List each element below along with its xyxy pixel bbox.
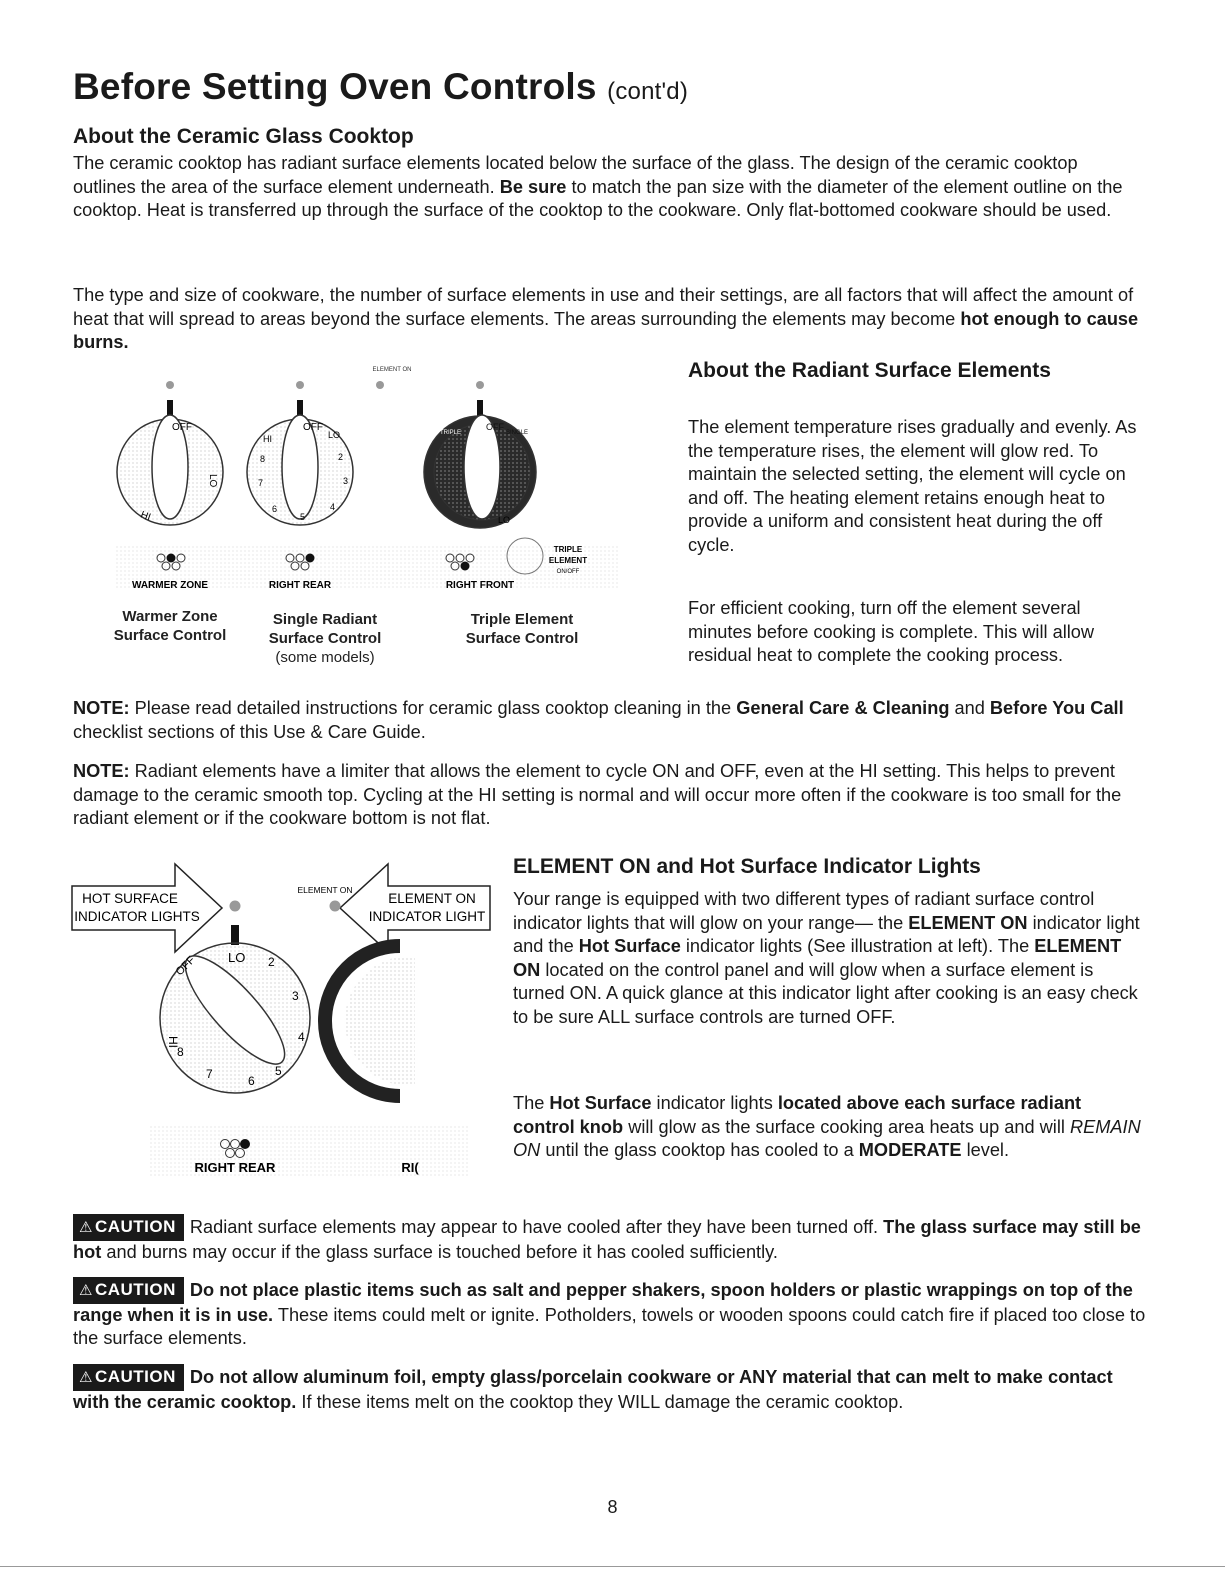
text-run: and burns may occur if the glass surface is touched before it has cooled sufficiently. (101, 1241, 778, 1262)
section-heading-indicators: ELEMENT ON and Hot Surface Indicator Lights (513, 855, 981, 878)
text-run: located on the control panel and will glow when a surface element is turned ON. A quick glance at this indicator light after cooking is an easy check to be sure ALL surface controls are turned OFF. (513, 959, 1138, 1027)
hot-surface-light-3 (476, 381, 484, 389)
svg-text:ELEMENT ON: ELEMENT ON (388, 891, 476, 906)
right-rear-knob-detail (160, 925, 310, 1093)
zone-label-partial: RI( (401, 1160, 419, 1175)
switch-label-1: TRIPLE (553, 545, 583, 554)
text-run: The (513, 1093, 550, 1113)
hot-surface-callout (72, 864, 222, 952)
svg-text:OFF: OFF (172, 422, 192, 433)
zone-label-right-rear: RIGHT REAR (268, 580, 332, 591)
text-run: Your range is equipped with two different types of radiant surface control indicator lights that will glow on your range— the (513, 889, 1095, 933)
note-limiter (73, 760, 1133, 831)
svg-text:2: 2 (268, 955, 275, 969)
svg-text:INDICATOR LIGHT: INDICATOR LIGHT (368, 909, 486, 924)
ceramic-paragraph-1 (73, 152, 1133, 223)
svg-text:LO: LO (328, 430, 341, 440)
single-radiant-knob (247, 400, 353, 525)
svg-text:OFF: OFF (173, 954, 198, 979)
text-run: Radiant elements have a limiter that allows the element to cycle ON and OFF, even at the HI setting. This helps to prevent damage to the ceramic smooth top. Cycling at the HI setting is normal and will occur more often if the cookware is too small for the radiant element or if the cookware bottom is not flat. (73, 761, 1122, 828)
partial-knob (325, 946, 415, 1096)
bold-run: Be sure (499, 176, 567, 197)
indicators-paragraph-1 (513, 888, 1143, 1029)
element-on-light-2 (330, 901, 341, 912)
element-on-callout (340, 864, 490, 952)
switch-label-2: ELEMENT (548, 556, 588, 565)
text-run: to match the pan size with the diameter of the element outline on the cooktop. Heat is transferred up through the surface of the cooktop to the cookware. Only flat-bottomed cookware should be used. (73, 176, 1123, 220)
svg-text:7: 7 (206, 1067, 213, 1081)
caution-badge-1: ⚠ CAUTION (73, 1214, 184, 1241)
text-run: and (949, 698, 990, 718)
text-run: If these items melt on the cooktop they WILL damage the ceramic cooktop. (296, 1391, 904, 1412)
bold-run: NOTE: (73, 761, 130, 781)
warning-triangle-icon: ⚠ (79, 1219, 93, 1236)
svg-text:8: 8 (177, 1045, 184, 1059)
section-heading-radiant: About the Radiant Surface Elements (688, 359, 1051, 382)
bold-run: Do not allow aluminum foil, empty glass/porcelain cookware or ANY material that can melt to make contact with the ceramic cooktop. (73, 1367, 1113, 1412)
bold-run: Hot Surface (578, 936, 681, 956)
svg-text:6: 6 (248, 1074, 255, 1088)
svg-text:3: 3 (343, 476, 349, 486)
caution-2 (73, 1277, 1148, 1351)
bold-run: ELEMENT ON (513, 936, 1122, 980)
svg-text:4: 4 (330, 502, 336, 512)
indicator-lights-illustration (70, 858, 500, 1183)
text-run: The ceramic cooktop has radiant surface elements located below the surface of the glass. The design of the ceramic cooktop outlines the area of the surface element underneath. (73, 153, 1078, 197)
caution-3 (73, 1364, 1148, 1414)
indicators-paragraph-2 (513, 1092, 1143, 1163)
bottom-rule (0, 1566, 1225, 1567)
hot-surface-light-2 (296, 381, 304, 389)
svg-text:OFF: OFF (486, 422, 504, 432)
bold-run: located above each surface radiant control knob (513, 1093, 1082, 1137)
svg-text:8: 8 (260, 454, 266, 464)
note-cleaning (73, 697, 1133, 744)
bold-run: NOTE: (73, 698, 130, 718)
svg-text:6: 6 (272, 504, 278, 514)
element-on-small-label: ELEMENT ON (372, 367, 412, 373)
radiant-paragraph-1: The element temperature rises gradually and evenly. As the temperature rises, the element will glow red. To maintain the selected setting, the element will cycle on and off. The heating element retains enough heat to provide a uniform and consistent heat during the off cycle. (688, 417, 1137, 555)
svg-text:HI: HI (138, 509, 153, 524)
page-title-main: Before Setting Oven Controls (73, 66, 597, 107)
svg-text:LO: LO (228, 950, 246, 965)
svg-text:LO: LO (498, 515, 511, 525)
svg-text:SINGLE: SINGLE (506, 430, 529, 436)
svg-text:LO: LO (207, 474, 218, 488)
caption-warmer-zone: Warmer Zone Surface Control (113, 608, 227, 644)
bold-run: General Care & Cleaning (736, 698, 950, 718)
page-title (73, 66, 688, 108)
page-title-suffix: (cont'd) (607, 78, 689, 105)
caution-badge-3: ⚠ CAUTION (73, 1364, 184, 1391)
warning-triangle-icon: ⚠ (79, 1282, 93, 1299)
svg-text:7: 7 (258, 478, 264, 488)
bold-run: Hot Surface (549, 1093, 652, 1113)
text-run: until the glass cooktop has cooled to a (540, 1140, 859, 1160)
caption-triple-element: Triple Element Surface Control (465, 611, 579, 647)
text-run: level. (961, 1140, 1010, 1160)
text-run: checklist sections of this Use & Care Guide. (73, 721, 426, 742)
page-number: 8 (607, 1497, 618, 1517)
bold-run: MODERATE (858, 1140, 962, 1160)
text-run: These items could melt or ignite. Potholders, towels or wooden spoons could catch fire if placed too close to the surface elements. (73, 1304, 1146, 1348)
svg-text:INDICATOR LIGHTS: INDICATOR LIGHTS (74, 909, 200, 924)
ceramic-paragraph-2 (73, 284, 1148, 355)
element-on-light (376, 381, 384, 389)
zone-label-warmer: WARMER ZONE (131, 580, 209, 591)
hot-surface-light (230, 901, 241, 912)
zone-label-right-rear-2: RIGHT REAR (194, 1160, 276, 1175)
svg-text:HI: HI (166, 1036, 180, 1048)
bold-run: Before You Call (989, 698, 1124, 718)
warmer-zone-knob (117, 400, 223, 525)
bold-run: Do not place plastic items such as salt and pepper shakers, spoon holders or plastic wrappings on top of the range when it is in use. (73, 1280, 1133, 1325)
svg-text:4: 4 (298, 1030, 305, 1044)
radiant-paragraph-2: For efficient cooking, turn off the element several minutes before cooking is complete. This will allow residual heat to complete the cooking process. (688, 598, 1095, 665)
svg-text:2: 2 (338, 452, 344, 462)
text-run: indicator light and the (513, 912, 1140, 956)
svg-text:HI: HI (263, 434, 272, 444)
caption-single-radiant: Single Radiant Surface Control (some models) (268, 611, 382, 666)
text-run: Radiant surface elements may appear to have cooled after they have been turned off. (189, 1217, 884, 1237)
svg-text:5: 5 (300, 512, 306, 522)
caution-1 (73, 1214, 1148, 1264)
text-run: The type and size of cookware, the number of surface elements in use and their settings, are all factors that will affect the amount of heat that will spread to areas beyond the surface elements. The areas surrounding the elements may become (73, 285, 1134, 329)
svg-text:3: 3 (292, 989, 299, 1003)
hot-surface-light-1 (166, 381, 174, 389)
text-run: will glow as the surface cooking area heats up and will (623, 1116, 1070, 1137)
svg-text:OFF: OFF (303, 422, 323, 433)
element-on-small-label-2: ELEMENT ON (297, 885, 353, 895)
bold-run: The glass surface may still be hot (73, 1217, 1141, 1262)
text-run: indicator lights (651, 1093, 778, 1113)
bold-run: ELEMENT ON (908, 912, 1028, 933)
text-run: indicator lights (See illustration at left). The (680, 936, 1035, 956)
italic-run: REMAIN ON (513, 1116, 1141, 1160)
svg-text:TRIPLE: TRIPLE (440, 430, 462, 436)
caution-badge-2: ⚠ CAUTION (73, 1277, 184, 1304)
switch-label-3: ON/OFF (556, 569, 580, 575)
text-run: Please read detailed instructions for ceramic glass cooktop cleaning in the (129, 698, 737, 718)
section-heading-ceramic: About the Ceramic Glass Cooktop (73, 125, 414, 148)
svg-text:HOT SURFACE: HOT SURFACE (82, 891, 178, 906)
zone-label-right-front: RIGHT FRONT (445, 580, 515, 591)
bold-run: hot enough to cause burns. (73, 308, 1139, 352)
triple-element-knob (424, 400, 536, 528)
svg-text:5: 5 (275, 1064, 282, 1078)
warning-triangle-icon: ⚠ (79, 1369, 93, 1386)
